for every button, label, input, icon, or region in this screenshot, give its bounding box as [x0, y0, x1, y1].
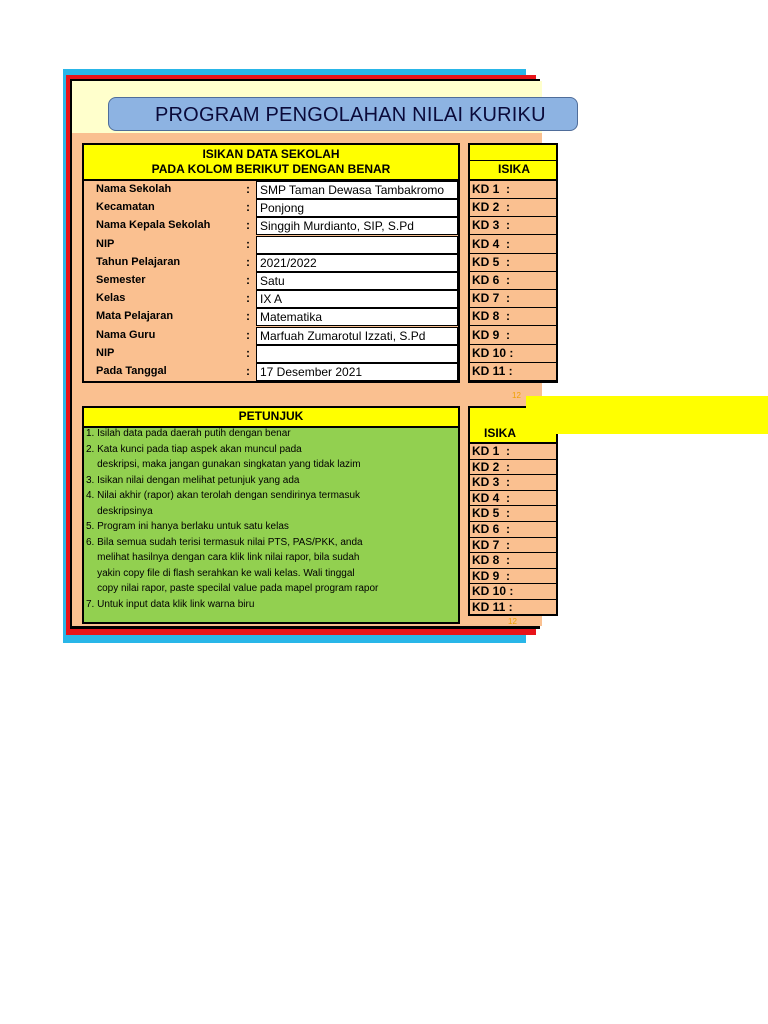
kd-row[interactable] — [470, 600, 556, 616]
kd-label: KD 5 : — [472, 506, 511, 521]
field-colon: : — [246, 182, 250, 196]
instruction-line: deskripsinya — [86, 505, 153, 517]
instruction-line: 3. Isikan nilai dengan melihat petunjuk yang ada — [86, 474, 300, 486]
kd-row[interactable] — [470, 569, 556, 585]
kd-panel-1-footnote: 12 — [512, 391, 521, 400]
field-label: Pada Tanggal — [96, 365, 167, 377]
school-field-row — [84, 272, 458, 290]
kd-label: KD 10 : — [472, 345, 514, 360]
field-value-input[interactable]: Marfuah Zumarotul Izzati, S.Pd — [256, 327, 458, 345]
field-label: Nama Guru — [96, 328, 156, 341]
kd-row[interactable] — [470, 308, 556, 326]
kd-panel-2-footnote: 12 — [508, 617, 517, 626]
school-field-row — [84, 308, 458, 326]
instruction-line: yakin copy file di flash serahkan ke wali kelas. Wali tinggal — [86, 567, 355, 579]
kd-row[interactable] — [470, 460, 556, 476]
kd-label: KD 11 : — [472, 364, 513, 378]
instruction-line: melihat hasilnya dengan cara klik link nilai rapor, bila sudah — [86, 552, 360, 563]
kd-row[interactable] — [470, 506, 556, 522]
school-data-header — [84, 145, 458, 181]
instruction-line: 6. Bila semua sudah terisi termasuk nilai PTS, PAS/PKK, anda — [86, 536, 363, 548]
sheet-frame-black — [70, 79, 546, 629]
field-label: NIP — [96, 237, 115, 250]
instruction-line: 5. Program ini hanya berlaku untuk satu kelas — [86, 521, 289, 532]
kd-row[interactable] — [470, 522, 556, 538]
kd-row[interactable] — [470, 327, 556, 345]
kd-row[interactable] — [470, 236, 556, 254]
instruction-line: 7. Untuk input data klik link warna biru — [86, 598, 255, 610]
field-value-input[interactable]: 17 Desember 2021 — [256, 363, 458, 381]
field-value-input[interactable] — [256, 236, 458, 254]
kd-label: KD 1 : — [472, 182, 511, 196]
field-colon: : — [246, 218, 250, 233]
page-title: PROGRAM PENGOLAHAN NILAI KURIKU — [155, 104, 546, 126]
kd-label: KD 9 : — [472, 568, 511, 583]
kd-panel-1-header — [470, 145, 556, 181]
field-label: Semester — [96, 274, 146, 286]
kd-label: KD 6 : — [472, 522, 511, 536]
field-colon: : — [246, 309, 250, 324]
kd-row[interactable] — [470, 553, 556, 569]
field-label: Tahun Pelajaran — [96, 255, 181, 268]
highlight-band — [526, 396, 768, 434]
kd-label: KD 4 : — [472, 236, 511, 251]
kd-row[interactable] — [470, 475, 556, 491]
field-value-input[interactable]: SMP Taman Dewasa Tambakromo — [256, 181, 458, 199]
kd-row[interactable] — [470, 584, 556, 600]
school-field-row — [84, 181, 458, 199]
kd-label: KD 1 : — [472, 444, 511, 458]
kd-row[interactable] — [470, 272, 556, 290]
school-data-header-line1: ISIKAN DATA SEKOLAH — [202, 147, 340, 161]
field-label: Nama Kepala Sekolah — [96, 219, 211, 232]
worksheet — [72, 81, 546, 626]
school-field-row — [84, 254, 458, 272]
kd-panel-1 — [468, 143, 558, 383]
kd-label: KD 5 : — [472, 254, 511, 269]
field-colon: : — [246, 291, 250, 306]
kd-row[interactable] — [470, 444, 556, 460]
kd-row[interactable] — [470, 290, 556, 308]
sheet-frame-outer — [63, 69, 546, 643]
kd-label: KD 8 : — [472, 553, 511, 568]
field-value-input[interactable]: 2021/2022 — [256, 254, 458, 272]
instruction-line: copy nilai rapor, paste specilal value pada mapel program rapor — [86, 583, 379, 594]
field-label: Kecamatan — [96, 201, 155, 214]
school-data-header-line2: PADA KOLOM BERIKUT DENGAN BENAR — [151, 162, 391, 176]
school-field-row — [84, 327, 458, 345]
kd-label: KD 4 : — [472, 490, 511, 505]
school-data-panel — [82, 143, 460, 383]
field-value-input[interactable]: Matematika — [256, 308, 458, 326]
school-field-row — [84, 363, 458, 381]
field-value-input[interactable] — [256, 345, 458, 363]
kd-label: KD 7 : — [472, 537, 511, 552]
field-colon: : — [246, 327, 250, 342]
kd-row[interactable] — [470, 254, 556, 272]
field-value-input[interactable]: IX A — [256, 290, 458, 308]
field-value-input[interactable]: Ponjong — [256, 199, 458, 217]
kd-label: KD 3 : — [472, 475, 511, 490]
school-field-row — [84, 236, 458, 254]
field-label: Nama Sekolah — [96, 183, 172, 195]
field-colon: : — [246, 273, 250, 287]
kd-label: KD 8 : — [472, 309, 511, 324]
kd-label: KD 7 : — [472, 291, 511, 306]
kd-panel-1-title: ISIKA — [498, 162, 531, 176]
field-colon: : — [246, 364, 250, 378]
kd-row[interactable] — [470, 199, 556, 217]
kd-row[interactable] — [470, 217, 556, 235]
instruction-line: 2. Kata kunci pada tiap aspek akan muncul pada — [86, 443, 302, 455]
school-field-row — [84, 199, 458, 217]
kd-panel-2-title: ISIKA — [484, 426, 517, 440]
kd-row[interactable] — [470, 363, 556, 381]
kd-label: KD 3 : — [472, 218, 511, 233]
field-label: Mata Pelajaran — [96, 310, 174, 323]
instructions-panel — [82, 406, 460, 624]
field-label: Kelas — [96, 292, 126, 305]
field-colon: : — [246, 200, 250, 215]
school-field-row — [84, 345, 458, 363]
kd-label: KD 11 : — [472, 600, 513, 614]
school-field-row — [84, 217, 458, 235]
kd-label: KD 9 : — [472, 327, 511, 342]
kd-label: KD 2 : — [472, 459, 511, 474]
instructions-header: PETUNJUK — [84, 408, 458, 428]
field-label: NIP — [96, 346, 115, 359]
kd-label: KD 6 : — [472, 273, 511, 287]
field-colon: : — [246, 345, 250, 360]
instruction-line: deskripsi, maka jangan gunakan singkatan yang tidak lazim — [86, 459, 361, 470]
kd-row[interactable] — [470, 181, 556, 199]
field-colon: : — [246, 236, 250, 251]
instruction-line: 1. Isilah data pada daerah putih dengan benar — [86, 428, 291, 439]
kd-label: KD 2 : — [472, 200, 511, 215]
kd-panel-2 — [468, 406, 558, 616]
field-colon: : — [246, 254, 250, 269]
sheet-frame-red — [66, 75, 546, 635]
instruction-line: 4. Nilai akhir (rapor) akan terolah dengan sendirinya termasuk — [86, 490, 361, 501]
kd-row[interactable] — [470, 345, 556, 363]
kd-row[interactable] — [470, 491, 556, 507]
school-field-row — [84, 290, 458, 308]
field-value-input[interactable]: Satu — [256, 272, 458, 290]
title-banner — [108, 97, 578, 131]
kd-row[interactable] — [470, 538, 556, 554]
kd-label: KD 10 : — [472, 584, 514, 599]
field-value-input[interactable]: Singgih Murdianto, SIP, S.Pd — [256, 217, 458, 235]
